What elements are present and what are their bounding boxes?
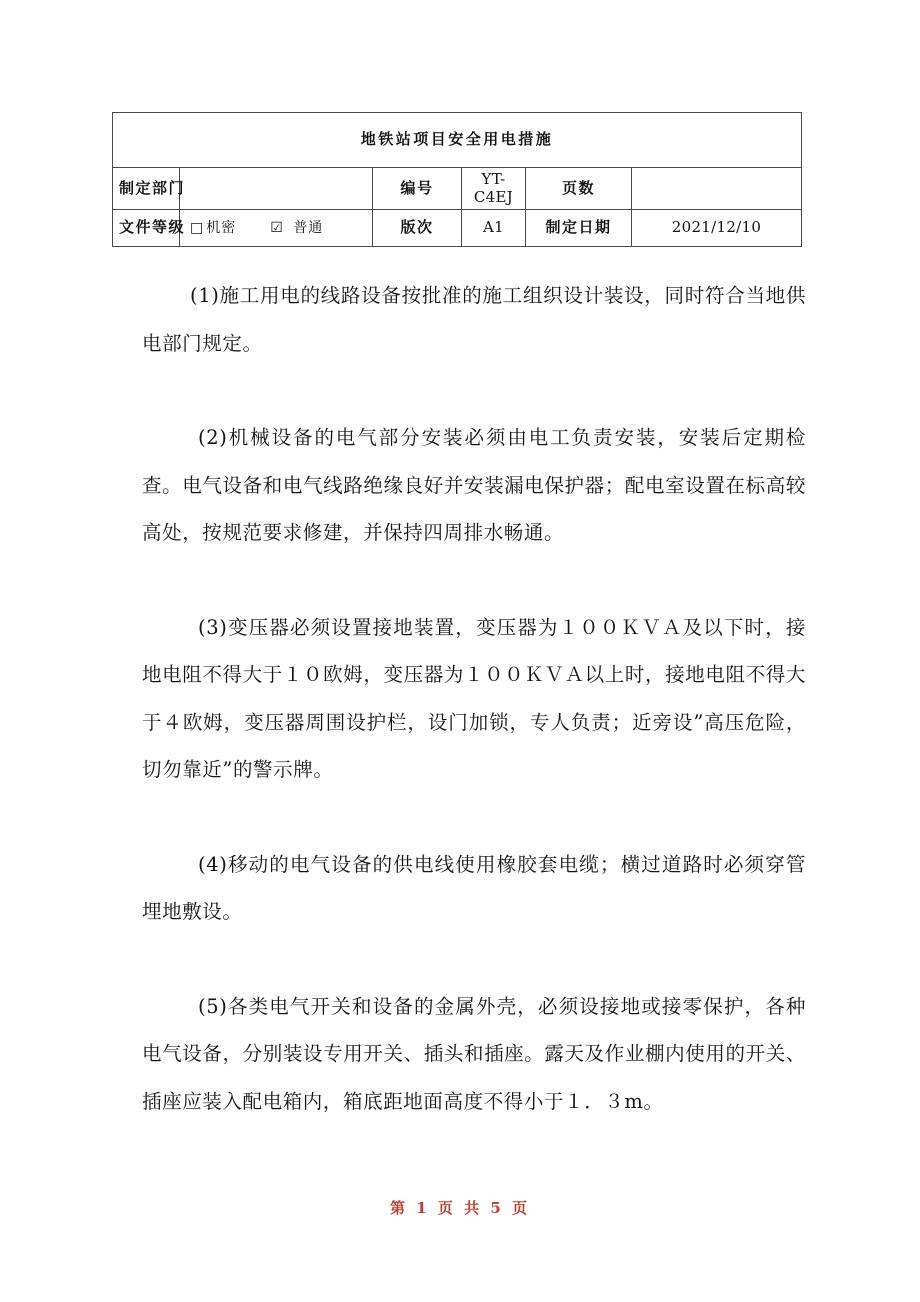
value-issue-date: 2021/12/10 [632,210,802,247]
checkbox-confidential-label: 机密 [206,219,237,236]
checkbox-confidential[interactable] [190,220,236,236]
body-paragraph-4: (4)移动的电气设备的供电线使用橡胶套电缆；横过道路时必须穿管埋地敷设。 [142,852,806,923]
page-footer: 第 1 页 共 5 页 [390,1199,530,1217]
checkbox-checked-icon: ☑ [270,220,284,236]
document-class-options [180,210,373,247]
body-paragraph-2: (2)机械设备的电气部分安装必须由电工负责安装，安装后定期检查。电气设备和电气线路绝缘良好并安装漏电保护器；配电室设置在标高较高处，按规范要求修建，并保持四周排水畅通。 [142,426,806,544]
label-issue-date: 制定日期 [526,210,632,247]
value-department [180,168,373,210]
checkbox-normal-label: 普通 [293,219,324,236]
value-document-number: YT-C4EJ [462,168,526,210]
table-row-title [113,113,802,168]
body-paragraph-5: (5)各类电气开关和设备的金属外壳，必须设接地或接零保护，各种电气设备，分别装设专用开关、插头和插座。露天及作业棚内使用的开关、插座应装入配电箱内，箱底距地面高度不得小于１．３m。 [142,994,806,1113]
label-page-count: 页数 [526,168,632,210]
label-document-number: 编号 [373,168,462,210]
page-title: 地铁站项目安全用电措施 [113,113,802,168]
value-version: A1 [462,210,526,247]
table-row-meta-1 [113,168,802,210]
value-page-count [632,168,802,210]
checkbox-unchecked-icon: □ [190,220,205,236]
document-header-table [112,112,802,247]
label-version: 版次 [373,210,462,247]
label-document-class: 文件等级 [113,210,180,247]
document-body [112,272,812,1125]
label-department: 制定部门 [113,168,180,210]
body-paragraph-3: (3)变压器必须设置接地装置，变压器为１００ＫＶＡ及以下时，接地电阻不得大于１０欧姆，变压器为１００ＫＶＡ以上时，接地电阻不得大于４欧姆，变压器周围设护栏，设门加锁，专人负责；近旁设”高压危险，切勿靠近”的警示牌。 [142,615,806,781]
body-paragraph-1: (1)施工用电的线路设备按批准的施工组织设计装设，同时符合当地供电部门规定。 [142,284,806,355]
table-row-meta-2 [113,210,802,247]
checkbox-normal[interactable] [270,220,323,236]
